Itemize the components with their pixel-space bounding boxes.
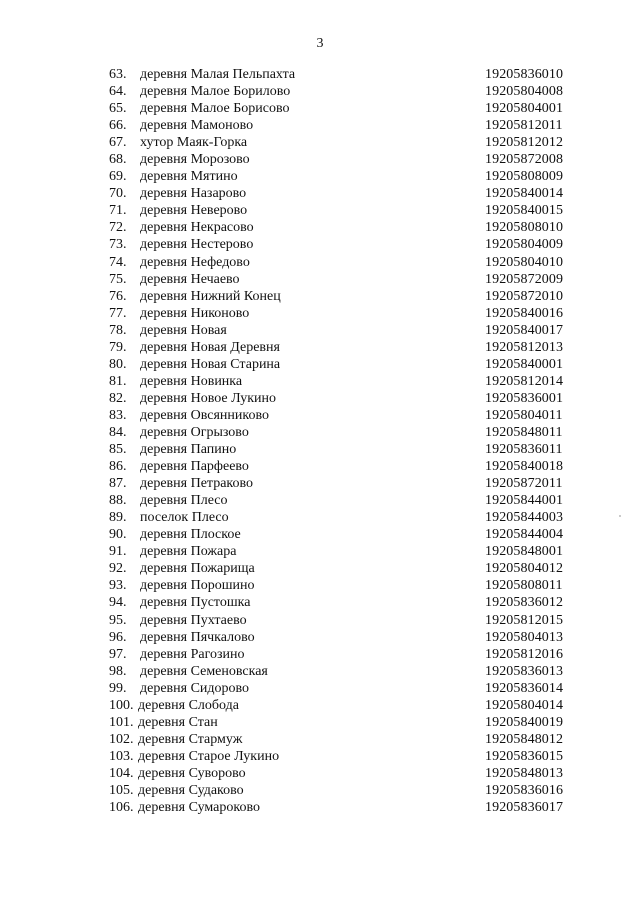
settlement-name: деревня Нестерово xyxy=(140,237,254,253)
list-item xyxy=(0,339,640,356)
oktmo-code: 19205840017 xyxy=(485,322,564,338)
item-number: 65. xyxy=(109,101,127,117)
item-number: 103. xyxy=(109,748,134,764)
list-item xyxy=(0,697,640,714)
settlement-name: поселок Плесо xyxy=(140,510,229,526)
settlement-name: деревня Стан xyxy=(138,714,218,730)
oktmo-code: 19205836017 xyxy=(485,800,564,816)
item-number: 90. xyxy=(109,527,127,543)
oktmo-code: 19205812012 xyxy=(485,135,564,151)
oktmo-code: 19205812015 xyxy=(485,612,564,628)
item-number: 106. xyxy=(109,800,134,816)
settlement-name: деревня Пустошка xyxy=(140,595,251,611)
item-number: 102. xyxy=(109,731,134,747)
list-item xyxy=(0,322,640,339)
item-number: 82. xyxy=(109,390,127,406)
item-number: 78. xyxy=(109,322,127,338)
oktmo-code: 19205804011 xyxy=(485,407,563,423)
item-number: 93. xyxy=(109,578,127,594)
oktmo-code: 19205840016 xyxy=(485,305,564,321)
oktmo-code: 19205844003 xyxy=(485,510,564,526)
item-number: 80. xyxy=(109,356,127,372)
item-number: 84. xyxy=(109,424,127,440)
item-number: 73. xyxy=(109,237,127,253)
item-number: 88. xyxy=(109,493,127,509)
page-number: 3 xyxy=(316,36,324,51)
settlement-name: деревня Петраково xyxy=(140,476,254,492)
oktmo-code: 19205848011 xyxy=(485,424,563,440)
list-item xyxy=(0,219,640,236)
settlement-name: деревня Пожара xyxy=(140,544,237,560)
settlement-name: деревня Новая Старина xyxy=(140,356,281,372)
oktmo-code: 19205836012 xyxy=(485,595,564,611)
list-item xyxy=(0,526,640,543)
list-item xyxy=(0,612,640,629)
item-number: 87. xyxy=(109,476,127,492)
list-item xyxy=(0,509,640,526)
settlement-name: деревня Плоское xyxy=(140,527,241,543)
item-number: 96. xyxy=(109,629,127,645)
settlement-name: деревня Мамоново xyxy=(140,118,254,134)
list-item xyxy=(0,407,640,424)
list-item xyxy=(0,663,640,680)
settlement-name: деревня Овсянниково xyxy=(140,407,269,423)
settlement-name: деревня Морозово xyxy=(140,152,250,168)
item-number: 91. xyxy=(109,544,127,560)
list-item xyxy=(0,799,640,816)
oktmo-code: 19205804001 xyxy=(485,101,564,117)
item-number: 75. xyxy=(109,271,127,287)
list-item xyxy=(0,577,640,594)
settlement-name: деревня Нижний Конец xyxy=(140,288,281,304)
list-item xyxy=(0,168,640,185)
item-number: 94. xyxy=(109,595,127,611)
settlement-name: деревня Новинка xyxy=(140,373,243,389)
oktmo-code: 19205812013 xyxy=(485,339,564,355)
scan-speck xyxy=(619,515,621,517)
list-item xyxy=(0,185,640,202)
settlement-name: деревня Назарово xyxy=(140,186,247,202)
list-item xyxy=(0,390,640,407)
oktmo-code: 19205848013 xyxy=(485,765,564,781)
oktmo-code: 19205804013 xyxy=(485,629,564,645)
item-number: 99. xyxy=(109,680,127,696)
oktmo-code: 19205804014 xyxy=(485,697,564,713)
oktmo-code: 19205844001 xyxy=(485,493,564,509)
list-item xyxy=(0,373,640,390)
oktmo-code: 19205804012 xyxy=(485,561,564,577)
item-number: 63. xyxy=(109,67,127,82)
list-item xyxy=(0,202,640,219)
item-number: 86. xyxy=(109,459,127,475)
item-number: 79. xyxy=(109,339,127,355)
item-number: 72. xyxy=(109,220,127,236)
list-item xyxy=(0,134,640,151)
list-item xyxy=(0,680,640,697)
oktmo-code: 19205872008 xyxy=(485,152,564,168)
item-number: 81. xyxy=(109,373,127,389)
list-item xyxy=(0,100,640,117)
item-number: 76. xyxy=(109,288,127,304)
settlement-name: деревня Порошино xyxy=(140,578,255,594)
settlement-name: деревня Парфеево xyxy=(140,459,249,475)
oktmo-code: 19205804010 xyxy=(485,254,564,270)
list-item xyxy=(0,288,640,305)
oktmo-code: 19205836013 xyxy=(485,663,564,679)
settlement-name: деревня Малая Пельпахта xyxy=(140,67,296,82)
settlement-name: деревня Пухтаево xyxy=(140,612,247,628)
item-number: 83. xyxy=(109,407,127,423)
oktmo-code: 19205872011 xyxy=(485,476,563,492)
list-item xyxy=(0,458,640,475)
settlement-name: деревня Некрасово xyxy=(140,220,254,236)
list-item xyxy=(0,560,640,577)
settlement-name: деревня Огрызово xyxy=(140,424,249,440)
settlement-list xyxy=(0,66,640,816)
settlement-name: деревня Новое Лукино xyxy=(140,390,277,406)
oktmo-code: 19205836011 xyxy=(485,442,563,458)
oktmo-code: 19205840001 xyxy=(485,356,564,372)
oktmo-code: 19205872009 xyxy=(485,271,564,287)
settlement-name: деревня Судаково xyxy=(138,782,244,798)
list-item xyxy=(0,236,640,253)
settlement-name: деревня Сумароково xyxy=(138,800,260,816)
item-number: 97. xyxy=(109,646,127,662)
list-item xyxy=(0,782,640,799)
settlement-name: деревня Никоново xyxy=(140,305,250,321)
list-item xyxy=(0,83,640,100)
item-number: 89. xyxy=(109,510,127,526)
oktmo-code: 19205844004 xyxy=(485,527,564,543)
oktmo-code: 19205804009 xyxy=(485,237,564,253)
settlement-name: деревня Старое Лукино xyxy=(138,748,280,764)
list-item xyxy=(0,748,640,765)
item-number: 74. xyxy=(109,254,127,270)
list-item xyxy=(0,271,640,288)
settlement-name: деревня Малое Борисово xyxy=(140,101,290,117)
item-number: 92. xyxy=(109,561,127,577)
list-item xyxy=(0,629,640,646)
item-number: 95. xyxy=(109,612,127,628)
list-item xyxy=(0,151,640,168)
list-item xyxy=(0,543,640,560)
settlement-name: деревня Мятино xyxy=(140,169,238,185)
settlement-name: деревня Новая xyxy=(140,322,227,338)
list-item xyxy=(0,305,640,322)
oktmo-code: 19205812014 xyxy=(485,373,564,389)
list-item xyxy=(0,66,640,83)
list-item xyxy=(0,492,640,509)
oktmo-code: 19205840018 xyxy=(485,459,564,475)
list-item xyxy=(0,731,640,748)
item-number: 98. xyxy=(109,663,127,679)
item-number: 64. xyxy=(109,84,127,100)
settlement-name: деревня Нечаево xyxy=(140,271,240,287)
settlement-name: хутор Маяк-Горка xyxy=(140,135,248,151)
item-number: 77. xyxy=(109,305,127,321)
oktmo-code: 19205836015 xyxy=(485,748,564,764)
settlement-name: деревня Суворово xyxy=(138,765,246,781)
list-item xyxy=(0,254,640,271)
oktmo-code: 19205808010 xyxy=(485,220,564,236)
list-item xyxy=(0,594,640,611)
oktmo-code: 19205840014 xyxy=(485,186,564,202)
item-number: 100. xyxy=(109,697,134,713)
settlement-name: деревня Рагозино xyxy=(140,646,245,662)
list-item xyxy=(0,356,640,373)
item-number: 101. xyxy=(109,714,134,730)
settlement-name: деревня Сидорово xyxy=(140,680,250,696)
item-number: 105. xyxy=(109,782,134,798)
settlement-name: деревня Пячкалово xyxy=(140,629,255,645)
settlement-name: деревня Пожарища xyxy=(140,561,255,577)
oktmo-code: 19205840019 xyxy=(485,714,564,730)
list-item xyxy=(0,475,640,492)
item-number: 66. xyxy=(109,118,127,134)
list-item xyxy=(0,765,640,782)
oktmo-code: 19205812016 xyxy=(485,646,564,662)
list-item xyxy=(0,117,640,134)
settlement-name: деревня Слобода xyxy=(138,697,239,713)
list-item xyxy=(0,424,640,441)
list-item xyxy=(0,441,640,458)
item-number: 69. xyxy=(109,169,127,185)
oktmo-code: 19205848012 xyxy=(485,731,564,747)
settlement-name: деревня Семеновская xyxy=(140,663,268,679)
settlement-name: деревня Стармуж xyxy=(138,731,243,747)
list-item xyxy=(0,646,640,663)
oktmo-code: 19205848001 xyxy=(485,544,564,560)
settlement-name: деревня Плесо xyxy=(140,493,228,509)
item-number: 67. xyxy=(109,135,127,151)
item-number: 68. xyxy=(109,152,127,168)
settlement-name: деревня Папино xyxy=(140,442,237,458)
item-number: 70. xyxy=(109,186,127,202)
list-item xyxy=(0,714,640,731)
item-number: 85. xyxy=(109,442,127,458)
item-number: 71. xyxy=(109,203,127,219)
settlement-name: деревня Нефедово xyxy=(140,254,250,270)
oktmo-code: 19205836014 xyxy=(485,680,564,696)
item-number: 104. xyxy=(109,765,134,781)
oktmo-code: 19205836010 xyxy=(485,67,564,82)
oktmo-code: 19205812011 xyxy=(485,118,563,134)
oktmo-code: 19205836001 xyxy=(485,390,564,406)
settlement-name: деревня Неверово xyxy=(140,203,248,219)
oktmo-code: 19205840015 xyxy=(485,203,564,219)
oktmo-code: 19205872010 xyxy=(485,288,564,304)
oktmo-code: 19205808009 xyxy=(485,169,564,185)
oktmo-code: 19205836016 xyxy=(485,782,564,798)
oktmo-code: 19205804008 xyxy=(485,84,564,100)
settlement-name: деревня Новая Деревня xyxy=(140,339,280,355)
settlement-name: деревня Малое Борилово xyxy=(140,84,291,100)
oktmo-code: 19205808011 xyxy=(485,578,563,594)
